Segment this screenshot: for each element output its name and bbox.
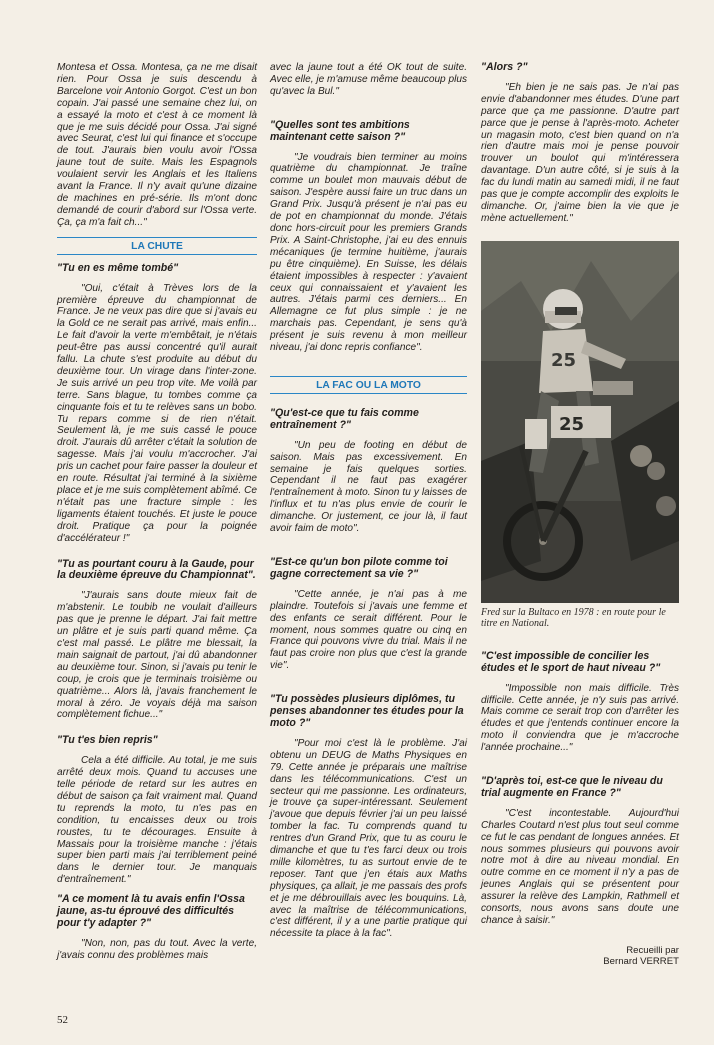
answer: Cela a été difficile. Au total, je me suis arrêté deux mois. Quand tu accuses une telle période de retard sur les autres en début de saison ça fait vraiment mal. Quand tu reprends la moto, tu n'es pas en condition, tu encaisses deux ou trois roustes, tu te décourages. Ensuite à Massais pour la troisième manche : j'étais super bien parti mais j'ai terriblement peiné dans le dernier tour. Je manquais d'entraînement." (57, 755, 257, 886)
question: "A ce moment là tu avais enfin l'Ossa jaune, as-tu éprouvé des difficultés pour t'y adapter ?" (57, 893, 245, 929)
question: "Tu en es même tombé" (57, 261, 179, 274)
answer: "Un peu de footing en début de saison. Mais pas excessivement. En semaine je fais quelques sorties. Cependant il ne faut pas exagérer l'entraînement à moto. Sinon tu y laisses de l'influx et tu n'as plus envie de courir le dimanche. Or justement, ce jour là, il faut avoir faim de moto". (270, 439, 467, 535)
column-3 (481, 62, 679, 967)
question: "Quelles sont tes ambitions maintenant cette saison ?" (270, 118, 410, 143)
answer: "Pour moi c'est là le problème. J'ai obtenu un DEUG de Maths Physiques en 79. Cette année je préparais une maîtrise dans les télécommunications. C'est un secteur qui me passionne. Les ordinateurs, je trouve ça super-intéressant. Seulement j'avoue que depuis février j'ai un peu laissé tomber la fac. Tu comprends quand tu rentres d'un Grand Prix, que tu as couru le dimanche et que tu t'es farci deux ou trois mille kilomètres, tu as surtout envie de te reposer. Tant que j'en étais aux Maths physiques, ça allait, je me passais des profs et je me débrouillais avec les bouquins. Là, avec la maîtrise de télécommunications, c'est différent, il y a une partie pratique qui nécessite ta place à la fac". (270, 737, 467, 940)
answer: "Impossible non mais difficile. Très difficile. Cette année, je n'y suis pas arrivé. Mais comme ce serait trop con d'arrêter les études et que j'entends continuer encore la moto il conviendra que je m'accroche l'année prochaine..." (481, 682, 679, 754)
credit (481, 945, 679, 967)
question: "Est-ce qu'un bon pilote comme toi gagne correctement sa vie ?" (270, 556, 448, 580)
question: "Alors ?" (481, 61, 528, 73)
paragraph: Montesa et Ossa. Montesa, ça ne me disait rien. Pour Ossa je suis descendu à Barcelone voir Antonio Gorgot. C'est un bon copain. J'ai passé une semaine chez lui, on a essayé la moto et c'est à ce moment là que je me suis décidé pour Ossa. J'ai signé avec Seurat, c'est lui qui finance et s'occupe de tout. J'aurais bien voulu avoir l'Ossa jaune tout de suite. Mais les Espagnols voulaient servir les Anglais et les Italiens avant la France. Il n'y avait qu'une dizaine de machines en pré-série. Ils m'ont donc demandé de courir d'abord sur l'Ossa verte. Ça, ça m'a fait ch..." (57, 62, 257, 228)
answer: "C'est incontestable. Aujourd'hui Charles Coutard n'est plus tout seul comme ce fut le cas pendant de longues années. Et nous sommes plusieurs qui pouvons avoir notre mot à dire au niveau mondial. En outre comme en ce moment il n'y a pas de jeunes Anglais qui se présentent pour assurer la relève des Lampkin, Rathmell et consorts, nous avons sans doute une chance à saisir." (481, 807, 679, 926)
rider-photo (481, 241, 679, 603)
question: "C'est impossible de concilier les études et le sport de haut niveau ?" (481, 649, 661, 674)
paragraph: avec la jaune tout a été OK tout de suite. Avec elle, je m'amuse même beaucoup plus qu'avec la Bul." (270, 62, 467, 97)
page-number: 52 (57, 1014, 68, 1026)
svg-text:25: 25 (559, 413, 585, 435)
section-heading-la-chute: LA CHUTE (57, 237, 257, 255)
answer: "Non, non, pas du tout. Avec la verte, j'avais connu des problèmes mais (57, 937, 257, 961)
column-1 (57, 62, 257, 962)
svg-text:25: 25 (551, 349, 577, 371)
answer: "Cette année, je n'ai pas à me plaindre. Toutefois si j'avais une femme et des enfants ce serait différent. Pour le moment, nous sommes quatre ou cinq en France qui pouvons vivre du trial. Mais il ne faut pas croire non plus que c'est la grande vie". (270, 588, 467, 672)
question: "Qu'est-ce que tu fais comme entraînement ?" (270, 406, 419, 431)
answer: "J'aurais sans doute mieux fait de m'abstenir. Le toubib ne voulait d'ailleurs pas que je prenne le départ. J'ai fait mettre un plâtre et je suis parti quand même. Ça c'est mal passé. Le plâtre me blessait, la main saignait de partout, j'ai dû abandonner au deuxième tour. Sinon, si j'avais pu tenir le coup, je crois que je terminais troisième ou quatrième... Alors là, j'avais franchement le moral à zéro. Je voyais déjà ma saison complètement fichue..." (57, 590, 257, 721)
answer: "Eh bien je ne sais pas. Je n'ai pas envie d'abandonner mes études. D'une part parce que ça me passionne. D'autre part parce que je pense à l'après-moto. Acheter un magasin moto, c'est bien quand on n'a rien d'autre mais moi je pense pouvoir trouver un boulot qui m'intéressera davantage. D'un autre côté, si je suis à la fac du lundi matin au samedi midi, il ne faut pas que je compte accomplir des exploits le dimanche. Or, j'aime bien la vie que je mène actuellement." (481, 81, 679, 224)
question: "Tu possèdes plusieurs diplômes, tu penses abandonner tes études pour la moto ?" (270, 693, 464, 729)
answer: "Je voudrais bien terminer au moins quatrième du championnat. Je traîne comme un boulet mon mauvais début de saison. J'espère aussi faire un truc dans un Grand Prix. Jusqu'à présent je n'ai pas eu de pot en championnat du monde. J'étais donc hors-circuit pour les premiers Grands Prix. A Saint-Christophe, j'ai eu des ennuis mécaniques (je termine huitième, j'aurais pu être cinquième). En Suisse, les délais étaient impossibles à respecter : y'avaient ceux qui connaissaient et y'avaient les autres. J'étais parmi ces derniers... En Allemagne ce fut plus simple : je ne marchais pas. Cependant, je sens qu'à présent je suis revenu à mon meilleur niveau, j'ai donc repris confiance". (270, 151, 467, 354)
column-2 (270, 62, 467, 940)
photo-caption: Fred sur la Bultaco en 1978 : en route pour le titre en National. (481, 606, 666, 629)
credit-line: Recueilli par (626, 944, 679, 956)
question: "Tu t'es bien repris" (57, 734, 158, 747)
credit-author: Bernard VERRET (603, 955, 679, 967)
question: "D'après toi, est-ce que le niveau du trial augmente en France ?" (481, 775, 663, 799)
answer: "Oui, c'était à Trèves lors de la première épreuve du championnat de France. Je ne veux pas dire que si j'avais eu la Gold ce ne serait pas arrivé, mais enfin... Le fait d'avoir la verte m'embêtait, je n'étais peut-être pas aussi concentré qu'il aurait fallu. La chute s'est produite au début du deuxième tour. Un virage dans l'inter-zone. Je suis arrivé un peu trop vite. Me voilà par terre. Sans blague, tu tombes comme ça cinquante fois et tu te relèves sans un bobo. Tu repars comme si de rien n'était. Seulement là, je me suis cassé le pouce droit. J'aurais dû arrêter c'était la solution de sagesse. Mais j'ai voulu m'accrocher. J'ai pris un cachet pour faire passer la douleur et en route. Résultat j'ai terminé à la sixième place et je me suis complètement abîmé. Ce n'était pas une fracture simple : les ligaments étaient touchés. Et juste le pouce droit. Pratique ça pour la poignée d'accélérateur !" (57, 282, 257, 544)
section-heading-la-fac-ou-la-moto: LA FAC OU LA MOTO (270, 376, 467, 394)
question: "Tu as pourtant couru à la Gaude, pour la deuxième épreuve du Championnat". (57, 557, 256, 582)
trial-rider-illustration (481, 241, 679, 603)
